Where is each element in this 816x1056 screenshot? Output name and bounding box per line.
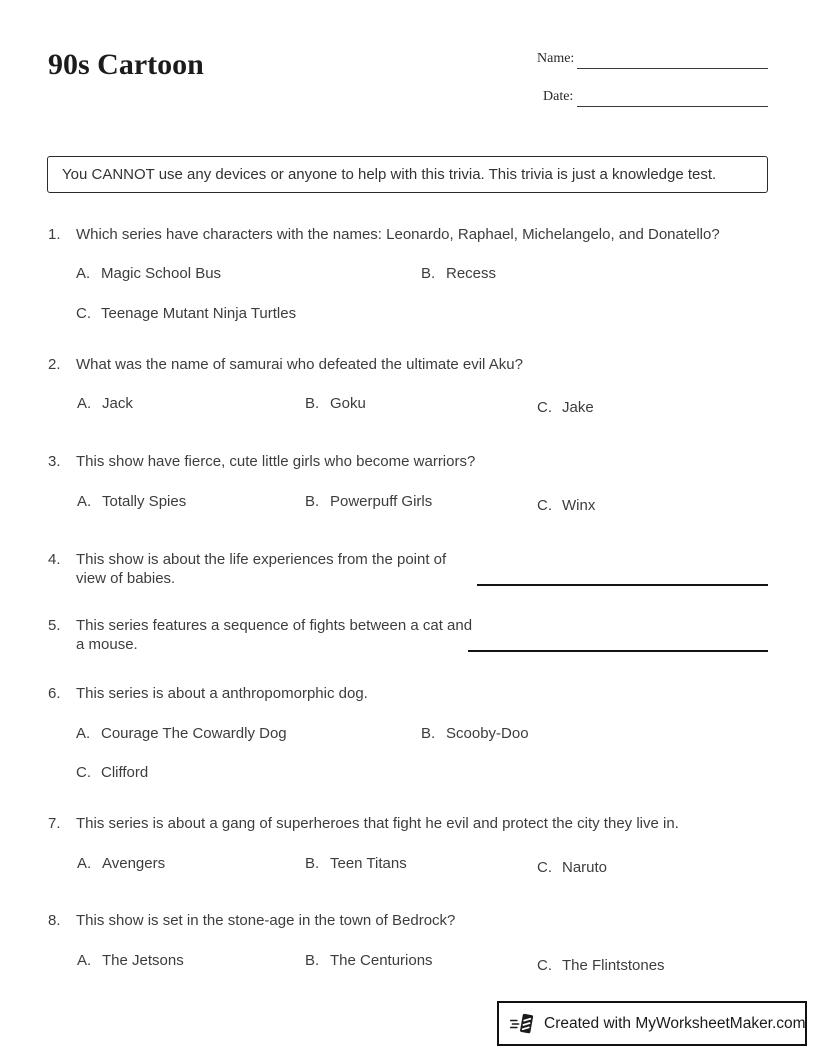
question-text: This show have fierce, cute little girls who become warriors? — [76, 453, 476, 470]
option-label: Recess — [446, 265, 497, 282]
option-label: Avengers — [102, 855, 166, 872]
question-number: 3. — [48, 453, 61, 470]
answer-line — [468, 650, 768, 652]
option-b — [305, 394, 366, 413]
option-letter: B. — [421, 265, 436, 282]
option-c — [76, 763, 148, 782]
option-label: The Flintstones — [562, 957, 665, 974]
option-label: Totally Spies — [102, 493, 187, 510]
option-label: Teen Titans — [330, 855, 407, 872]
option-a — [76, 264, 221, 283]
option-letter: B. — [305, 395, 320, 412]
name-label: Name: — [537, 51, 575, 66]
question-text: Which series have characters with the names: Leonardo, Raphael, Michelangelo, and Donatello? — [76, 226, 720, 243]
option-label: Courage The Cowardly Dog — [101, 725, 287, 742]
option-label: Naruto — [562, 859, 608, 876]
question-number: 8. — [48, 912, 61, 929]
option-c — [537, 858, 607, 877]
option-label: Goku — [330, 395, 366, 412]
option-letter: B. — [305, 493, 320, 510]
option-a — [77, 394, 133, 413]
option-label: Scooby-Doo — [446, 725, 529, 742]
instruction-text: You CANNOT use any devices or anyone to help with this trivia. This trivia is just a knowledge test. — [62, 166, 717, 183]
option-b — [305, 854, 407, 873]
question-text: This series features a sequence of fights between a cat and a mouse. — [76, 617, 473, 653]
option-letter: A. — [77, 395, 92, 412]
question-number: 2. — [48, 356, 61, 373]
option-b — [421, 264, 496, 283]
question-number: 7. — [48, 815, 61, 832]
option-b — [305, 951, 433, 970]
option-b — [305, 492, 432, 511]
option-c — [537, 496, 595, 515]
option-label: Powerpuff Girls — [330, 493, 433, 510]
option-letter: B. — [305, 855, 320, 872]
option-letter: A. — [77, 855, 92, 872]
instruction-box — [47, 156, 768, 193]
option-letter: C. — [537, 859, 552, 876]
option-a — [76, 724, 287, 743]
option-a — [77, 854, 165, 873]
option-letter: C. — [537, 497, 552, 514]
footer-credit-box — [497, 1001, 807, 1046]
option-letter: C. — [537, 957, 552, 974]
question-text: What was the name of samurai who defeated the ultimate evil Aku? — [76, 356, 523, 373]
option-letter: B. — [305, 952, 320, 969]
option-label: Clifford — [101, 764, 149, 781]
question-number: 5. — [48, 617, 61, 634]
option-c — [537, 956, 665, 975]
option-b — [421, 724, 529, 743]
question-text: This show is about the life experiences from the point of view of babies. — [76, 551, 447, 587]
option-label: Winx — [562, 497, 596, 514]
option-letter: C. — [76, 305, 91, 322]
question-number: 6. — [48, 685, 61, 702]
question-text: This series is about a anthropomorphic dog. — [76, 685, 368, 702]
option-label: Jack — [102, 395, 133, 412]
question-text: This series is about a gang of superheroes that fight he evil and protect the city they live in. — [76, 815, 679, 832]
question-text: This show is set in the stone-age in the town of Bedrock? — [76, 912, 456, 929]
answer-line — [477, 584, 768, 586]
option-label: The Jetsons — [102, 952, 184, 969]
page-title: 90s Cartoon — [48, 48, 204, 81]
footer-credit-text: Created with MyWorksheetMaker.com — [544, 1014, 806, 1032]
date-fill-line — [577, 106, 768, 107]
flying-worksheet-icon — [509, 1010, 537, 1038]
option-letter: A. — [77, 493, 92, 510]
question-number: 1. — [48, 226, 61, 243]
option-c — [76, 304, 296, 323]
option-a — [77, 492, 186, 511]
option-letter: A. — [76, 265, 91, 282]
option-letter: A. — [76, 725, 91, 742]
option-letter: A. — [77, 952, 92, 969]
date-label: Date: — [543, 89, 574, 104]
option-letter: C. — [76, 764, 91, 781]
question-number: 4. — [48, 551, 61, 568]
option-label: The Centurions — [330, 952, 433, 969]
name-fill-line — [577, 68, 768, 69]
option-letter: C. — [537, 399, 552, 416]
option-a — [77, 951, 184, 970]
option-c — [537, 398, 594, 417]
option-label: Magic School Bus — [101, 265, 222, 282]
option-label: Jake — [562, 399, 594, 416]
option-letter: B. — [421, 725, 436, 742]
option-label: Teenage Mutant Ninja Turtles — [101, 305, 297, 322]
